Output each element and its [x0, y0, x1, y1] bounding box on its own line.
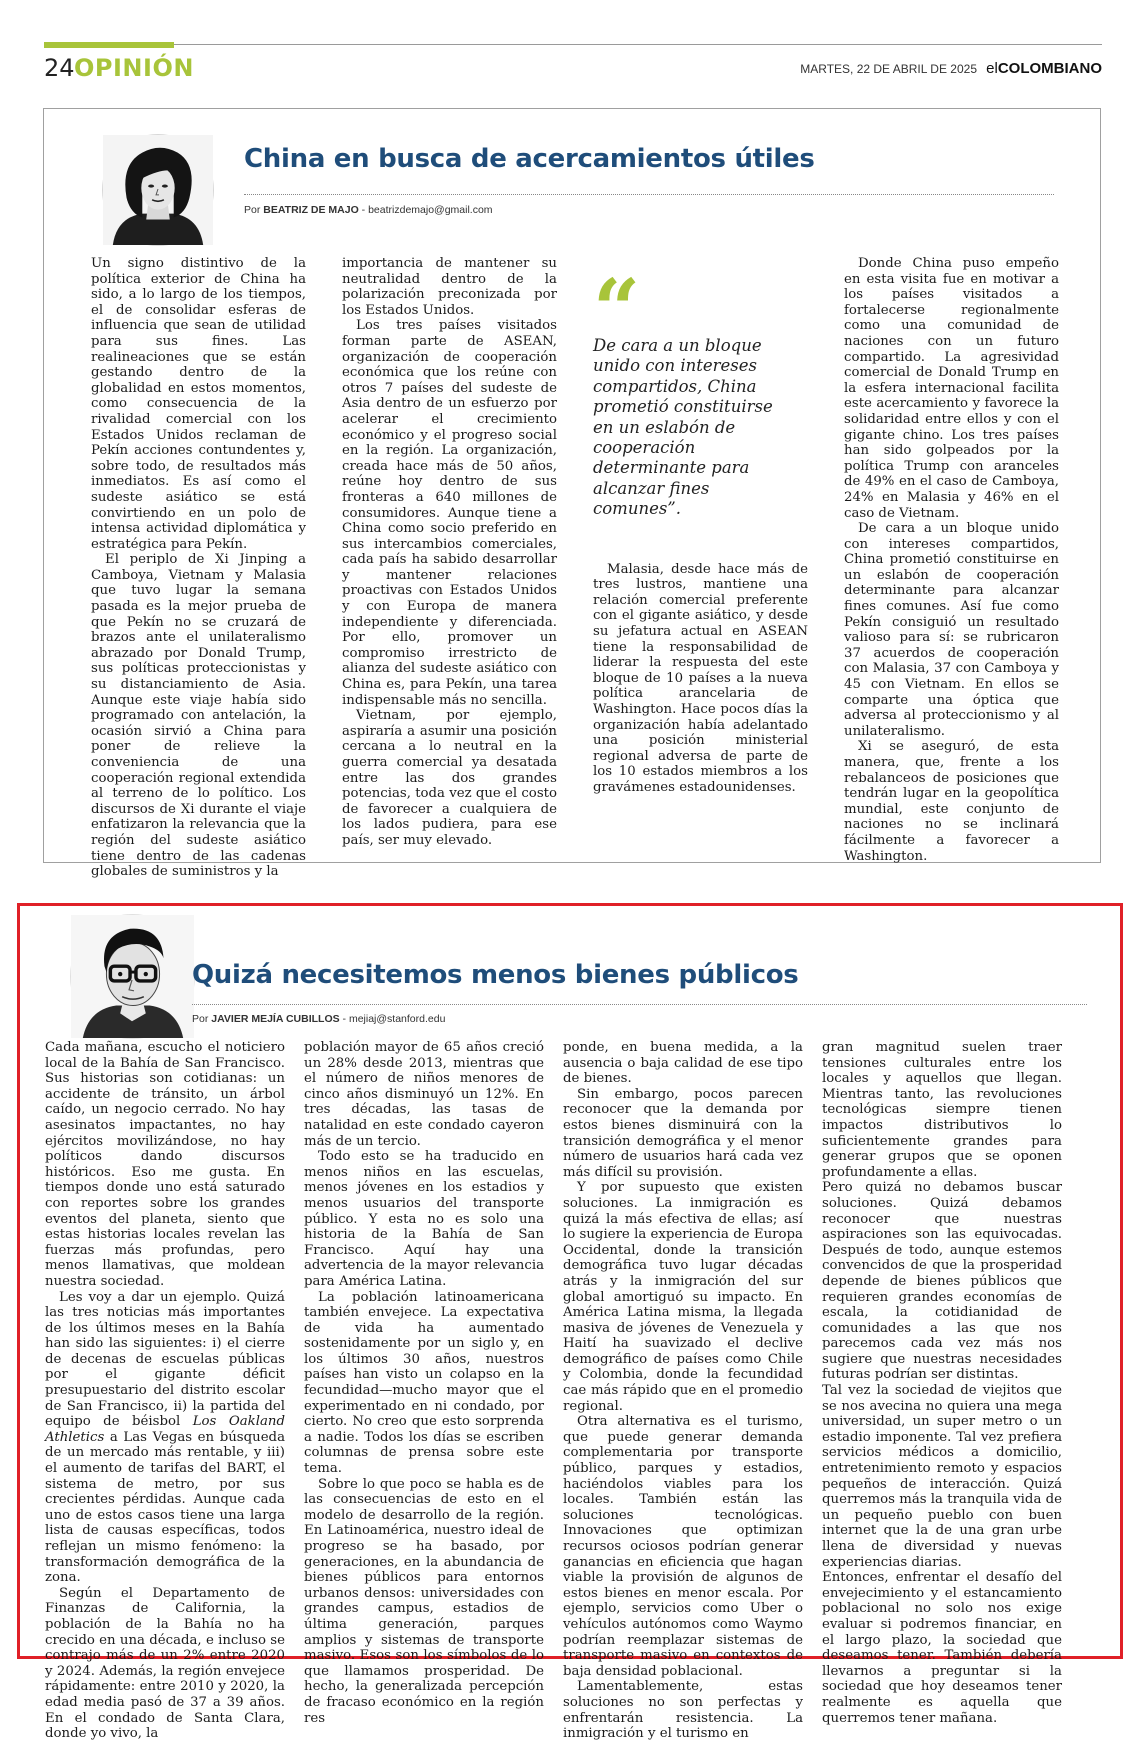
author-email: - beatrizdemajo@gmail.com	[361, 204, 493, 216]
paragraph: Pero quizá no debamos buscar soluciones. Quizá debamos reconocer que nuestras aspiraciones son las equivocadas. Después de todo, aunque estemos convencidos de que la prosperidad depende de bienes públicos que requieren grandes economías de escala, la cotidianidad de comunidades a las que nos parecemos cada vez más nos sugiere que nuestras necesidades futuras podrían ser distintas.	[822, 1180, 1062, 1383]
body-column-1	[91, 256, 306, 880]
paragraph: gran magnitud suelen traer tensiones culturales entre los locales y aquellos que llegan. Mientras tanto, las revoluciones tecnológicas siempre tienen impactos distributivos lo suficientemente grandes para generar grupos que se oponen profundamente a ellas.	[822, 1040, 1062, 1180]
page-header	[44, 40, 1102, 90]
article-headline: Quizá necesitemos menos bienes públicos	[192, 960, 799, 990]
paragraph: Entonces, enfrentar el desafío del envejecimiento y el estancamiento poblacional no solo nos exige evaluar si podremos financiar, en el largo plazo, la sociedad que deseamos tener. También debería llevarnos a preguntar si la sociedad que hoy deseamos tener realmente es aquella que querremos tener mañana.	[822, 1570, 1062, 1726]
paragraph: Y por supuesto que existen soluciones. La inmigración es quizá la más efectiva de ellas; así lo sugiere la experiencia de Europa Occidental, donde la transición demográfica tuvo lugar décadas atrás y la inmigración del sur global amortiguó su impacto. En América Latina misma, la llegada masiva de jóvenes de Venezuela y Haití ha suavizado el declive demográfico de países como Chile y Colombia, donde la fecundidad cae más rápido que en el promedio regional.	[563, 1180, 803, 1414]
author-email: - mejiaj@stanford.edu	[342, 1013, 446, 1025]
paragraph: Xi se aseguró, de esta manera, que, frente a los rebalanceos de posiciones que tendrán lugar en la geopolítica mundial, este conjunto de naciones no se inclinará fácilmente a favorecer a Washington.	[844, 739, 1059, 864]
body-column-3	[563, 1040, 803, 1742]
headline-rule	[244, 194, 1054, 195]
paragraph: Según el Departamento de Finanzas de California, la población de la Bahía no ha crecido en una década, e incluso se contrajo más de un 2% entre 2020 y 2024. Además, la región envejece rápidamente: entre 2010 y 2020, la edad media pasó de 37 a 39 años. En el condado de Santa Clara, donde yo vivo, la	[45, 1585, 285, 1742]
author-portrait-javier-mejia-cubillos	[70, 914, 195, 1039]
paragraph	[45, 1290, 285, 1586]
paragraph: Cada mañana, escucho el noticiero local de la Bahía de San Francisco. Sus historias son cotidianas: un accidente de tránsito, un árbol caído, un negocio cerrado. No hay asesinatos impactantes, no hay ejércitos movilizándose, no hay políticos dando discursos históricos. Eso me gusta. En tiempos donde uno está saturado con reportes sobre los grandes eventos del planeta, siento que estas historias locales revelan las fuerzas más profundas, pero menos llamativas, que moldean nuestra sociedad.	[45, 1040, 285, 1289]
issue-date: MARTES, 22 DE ABRIL DE 2025	[800, 62, 977, 76]
paragraph: De cara a un bloque unido con intereses compartidos, China prometió constituirse en un eslabón de cooperación determinante para alcanzar fines comunes. Así fue como Pekín consiguió un resultado valioso para sí: se rubricaron 37 acuerdos de cooperación con Malasia, 37 con Camboya y 45 con Vietnam. En ellos se comparte una óptica que adversa al proteccionismo y al unilateralismo.	[844, 521, 1059, 739]
team-name: Los Oakland Athletics	[45, 1414, 285, 1445]
section-accent-bar	[44, 42, 174, 48]
paragraph: Todo esto se ha traducido en menos niños en las escuelas, menos jóvenes en los estadios y menos usuarios del transporte público. Y esta no es solo una historia de la Bahía de San Francisco. Aquí hay una advertencia de la mayor relevancia para América Latina.	[304, 1149, 544, 1289]
body-column-3	[593, 256, 808, 846]
paragraph: Tal vez la sociedad de viejitos que se nos avecina no quiera una mega universidad, un super metro o un estadio imponente. Tal vez prefiera servicios médicos a domicilio, entretenimiento remoto y espacios pequeños de interacción. Quizá querremos más la tranquila vida de un pequeño pueblo con buen internet que la de una gran urbe llena de diversidad y nuevas experiencias diarias.	[822, 1383, 1062, 1570]
body-column-1	[45, 1040, 285, 1742]
paragraph: Lamentablemente, estas soluciones no son perfectas y enfrentarán resistencia. La inmigración y el turismo en	[563, 1679, 803, 1742]
author-portrait-illustration	[103, 135, 213, 245]
author-name: JAVIER MEJÍA CUBILLOS	[211, 1013, 340, 1025]
body-column-4	[822, 1040, 1062, 1726]
byline-prefix: Por	[192, 1013, 209, 1025]
paragraph-text: Les voy a dar un ejemplo. Quizá las tres noticias más importantes de los últimos meses en la Bahía han sido las siguientes: i) el cierre de decenas de escuelas públicas por el gigante déficit presupuestario del distrito escolar de San Francisco, ii) la partida del equipo de béisbol	[45, 1289, 285, 1430]
byline	[192, 1013, 445, 1025]
paragraph: Vietnam, por ejemplo, aspiraría a asumir una posición cercana a lo neutral en la guerra comercial ya desatada entre las dos grandes potencias, toda vez que el costo de favorecer a cualquiera de los lados pudiera, para ese país, ser muy elevado.	[342, 708, 557, 848]
article-bienes-publicos	[17, 903, 1123, 1742]
paragraph: Donde China puso empeño en esta visita fue en motivar a los países visitados a fortalecerse regionalmente como una comunidad de naciones con un futuro compartido. La agresividad comercial de Donald Trump en la esfera internacional facilita este acercamiento y favorece la solidaridad entre ellos y con el gigante chino. Los tres países han sido golpeados por la política Trump con aranceles de 49% en el caso de Camboya, 24% en Malasia y 46% en el caso de Vietnam.	[844, 256, 1059, 521]
quote-mark-icon: “	[593, 262, 641, 358]
paragraph: Un signo distintivo de la política exterior de China ha sido, a lo largo de los tiempos, el de consolidar esferas de influencia que sean de utilidad para sus fines. Las realineaciones que se están gestando dentro de la globalidad en estos momentos, como consecuencia de la rivalidad comercial con los Estados Unidos reclaman de Pekín acciones contundentes y, sobre todo, de resultados más inmediatos. Es así como el sudeste asiático se está convirtiendo en un polo de intensa actividad diplomática y estratégica para Pekín.	[91, 256, 306, 552]
paragraph: Los tres países visitados forman parte de ASEAN, organización de cooperación económica que los reúne con otros 7 países del sudeste de Asia dentro de un esfuerzo por acelerar el crecimiento económico y el progreso social en la región. La organización, creada hace más de 50 años, reúne hoy dentro de sus fronteras a 640 millones de consumidores. Aunque tiene a China como socio preferido en sus intercambios comerciales, cada país ha sabido desarrollar y mantener relaciones proactivas con Estados Unidos y con Europa de manera independiente y diferenciada. Por ello, promover un compromiso irrestricto de alianza del sudeste asiático con China es, para Pekín, una tarea indispensable más no sencilla.	[342, 318, 557, 708]
paragraph: El periplo de Xi Jinping a Camboya, Vietnam y Malasia que tuvo lugar la semana pasada es la mejor prueba de que Pekín no se cruzará de brazos ante el unilateralismo abrazado por Donald Trump, sus políticas proteccionistas y su distanciamiento de Asia. Aunque este viaje había sido programado con antelación, la ocasión sirvió a China para poner de relieve la conveniencia de una cooperación regional extendida al terreno de lo político. Los discursos de Xi durante el viaje enfatizaron la relevancia que la región del sudeste asiático tiene dentro de las cadenas globales de suministros y la	[91, 552, 306, 880]
article-body	[91, 256, 1061, 880]
author-portrait-illustration	[71, 915, 194, 1038]
body-column-2	[342, 256, 557, 846]
paragraph: Sobre lo que poco se habla es de las consecuencias de esto en el modelo de desarrollo de la región. En Latinoamérica, nuestro ideal de progreso se ha basado, por generaciones, en la abundancia de bienes públicos para entornos urbanos densos: universidades con grandes campus, estadios de última generación, parques amplios y sistemas de transporte masivo. Esos son los símbolos de lo que llamamos prosperidad. De hecho, la generalizada percepción de fracaso económico en la región res	[304, 1476, 544, 1726]
paragraph: ponde, en buena medida, a la ausencia o baja calidad de ese tipo de bienes.	[563, 1040, 803, 1087]
page-number: 24	[44, 54, 75, 82]
author-name: BEATRIZ DE MAJO	[263, 204, 359, 216]
masthead-prefix: el	[986, 60, 998, 77]
section-name: OPINIÓN	[74, 54, 194, 82]
header-rule	[44, 44, 1102, 45]
paragraph-text: a Las Vegas en búsqueda de un mercado más rentable, y iii) el aumento de tarifas del BART, el sistema de metro, por sus crecientes pérdidas. Aunque cada uno de estos casos tiene una larga lista de causas específicas, todos reflejan un mismo fenómeno: la transformación demográfica de la zona.	[45, 1429, 285, 1586]
masthead-name: COLOMBIANO	[997, 60, 1102, 77]
paragraph: Otra alternativa es el turismo, que puede generar demanda complementaria por transporte público, parques y estadios, haciéndolos viables para los locales. También están las soluciones tecnológicas. Innovaciones que optimizan recursos ociosos podrían generar ganancias en eficiencia que hagan viable la provisión de algunos de estos bienes en menor escala. Por ejemplo, servicios como Uber o vehículos autónomos como Waymo podrían reemplazar sistemas de transporte masivo en contextos de baja densidad poblacional.	[563, 1414, 803, 1679]
article-body	[45, 1040, 1100, 1742]
article-china	[43, 108, 1101, 880]
paragraph: Sin embargo, pocos parecen reconocer que la demanda por estos bienes disminuirá con la transición demográfica y el menor número de usuarios hará cada vez más difícil su provisión.	[563, 1086, 803, 1180]
paragraph: importancia de mantener su neutralidad dentro de la polarización preconizada por los Estados Unidos.	[342, 256, 557, 318]
headline-rule	[192, 1004, 1087, 1005]
byline-prefix: Por	[244, 204, 261, 216]
paragraph: población mayor de 65 años creció un 28% desde 2013, mientras que el número de niños menores de cinco años disminuyó un 12%. En tres décadas, las tasas de natalidad en este condado cayeron más de un tercio.	[304, 1040, 544, 1149]
masthead-logo	[986, 60, 1102, 77]
byline	[244, 204, 493, 216]
article-headline: China en busca de acercamientos útiles	[244, 144, 815, 174]
body-column-4	[844, 256, 1059, 864]
body-column-2	[304, 1040, 544, 1726]
paragraph: Malasia, desde hace más de tres lustros, mantiene una relación comercial preferente con el gigante asiático, y desde su jefatura actual en ASEAN tiene la responsabilidad de liderar la respuesta del este bloque de 10 países a la nueva política arancelaria de Washington. Hace pocos días la organización había adelantado una posición ministerial regional adversa de parte de los 10 estados miembros a los gravámenes estadounidenses.	[593, 561, 808, 795]
author-portrait-beatriz-de-majo	[102, 134, 214, 246]
pull-quote: De cara a un bloque unido con intereses compartidos, China prometió constituirse en un eslabón de cooperación determinante para alcanzar fines comunes”.	[593, 336, 773, 519]
paragraph: La población latinoamericana también envejece. La expectativa de vida ha aumentado sostenidamente por un siglo y, en los últimos 30 años, nuestros países han visto un colapso en la fecundidad—mucho mayor que el experimentado en ni condado, por cierto. No creo que esto sorprenda a nadie. Todos los días se escriben columnas de prensa sobre este tema.	[304, 1289, 544, 1477]
